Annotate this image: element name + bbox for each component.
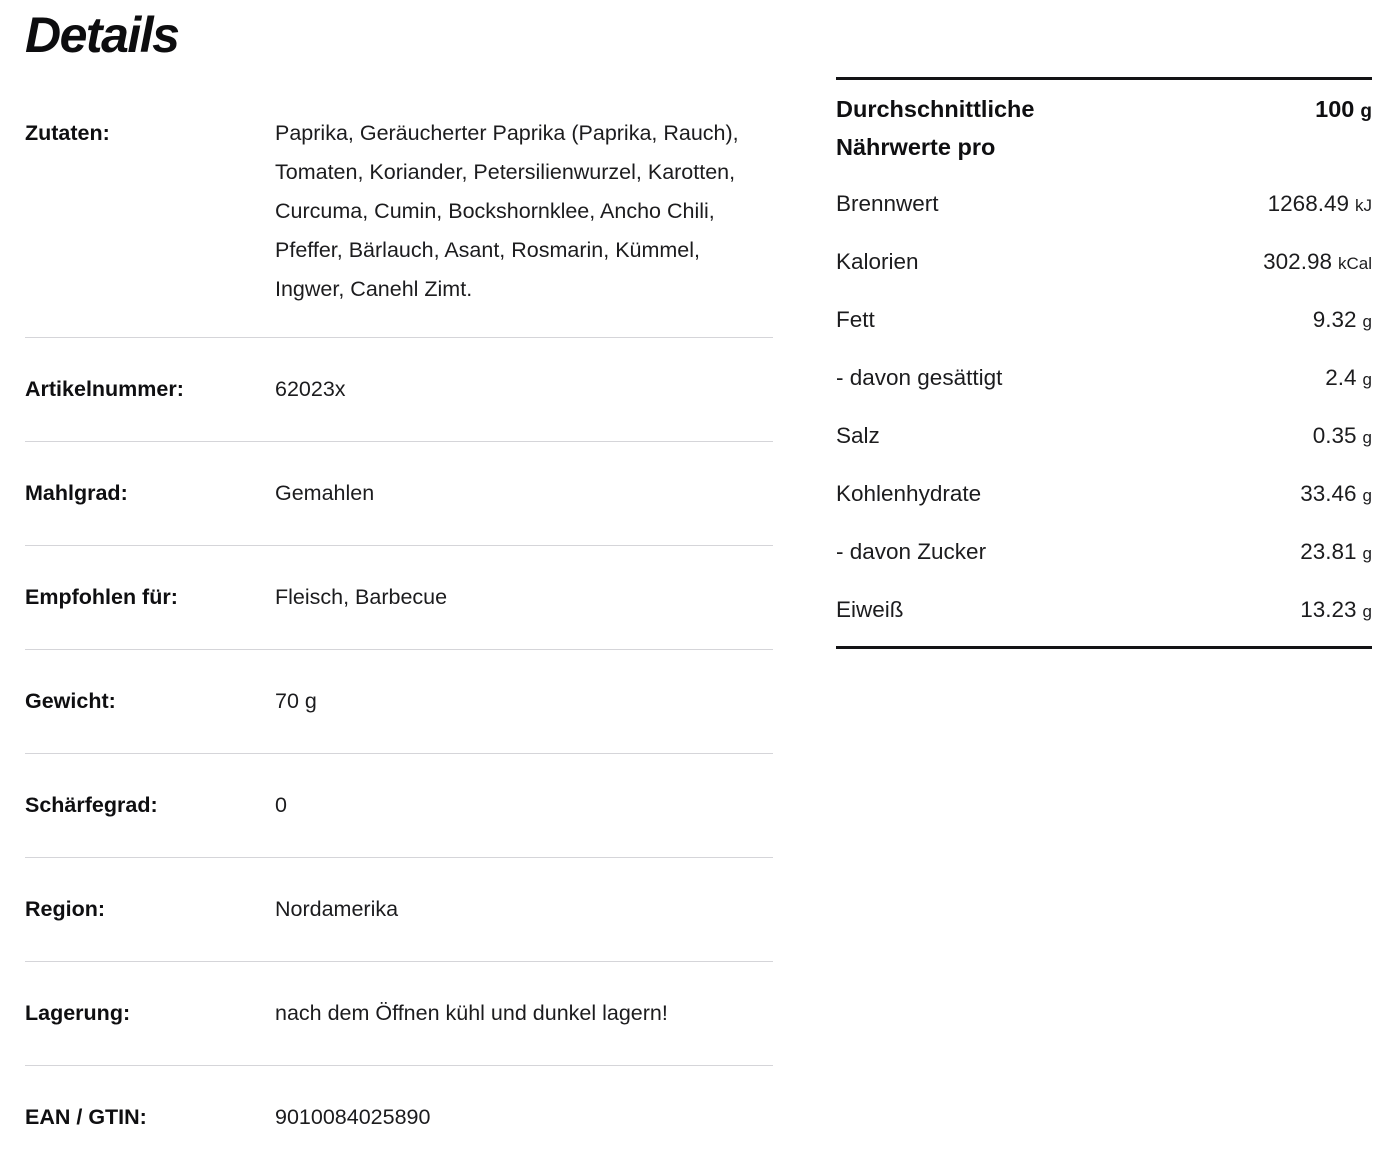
nutrition-row-amount: 302.98	[1263, 249, 1332, 274]
nutrition-row	[836, 408, 1372, 466]
nutrition-row	[836, 350, 1372, 408]
detail-label: Region:	[25, 897, 106, 921]
detail-value: Nordamerika	[275, 897, 399, 921]
nutrition-row	[836, 466, 1372, 524]
detail-value: 62023x	[275, 377, 346, 401]
nutrition-section	[836, 77, 1372, 649]
detail-row	[25, 858, 773, 962]
nutrition-row-label: Fett	[836, 307, 875, 332]
detail-row	[25, 70, 773, 338]
nutrition-row-amount: 13.23	[1300, 597, 1357, 622]
detail-row	[25, 442, 773, 546]
nutrition-row-amount: 9.32	[1312, 307, 1357, 332]
nutrition-rows	[836, 176, 1372, 640]
nutrition-header-unit: g	[1360, 101, 1372, 122]
nutrition-row-value	[1263, 247, 1372, 279]
detail-label: Artikelnummer:	[25, 377, 184, 401]
nutrition-row-amount: 1268.49	[1267, 191, 1349, 216]
nutrition-row-value	[1313, 305, 1372, 337]
nutrition-row-label: Brennwert	[836, 191, 939, 216]
detail-row	[25, 962, 773, 1066]
detail-row	[25, 546, 773, 650]
detail-value: Paprika, Geräucherter Paprika (Paprika, Rauch), Tomaten, Koriander, Petersilienwurzel, Karotten, Curcuma, Cumin, Bockshornklee, Ancho Chili, Pfeffer, Bärlauch, Asant, Rosmarin, Kümmel, Ingwer, Canehl Zimt.	[275, 121, 739, 301]
nutrition-header-amount: 100	[1315, 96, 1355, 122]
nutrition-row	[836, 582, 1372, 640]
nutrition-row-unit: g	[1362, 428, 1372, 447]
detail-value: 70 g	[275, 689, 317, 713]
nutrition-row-label: - davon Zucker	[836, 539, 987, 564]
nutrition-row	[836, 524, 1372, 582]
nutrition-row-label: Salz	[836, 423, 880, 448]
nutrition-row-amount: 33.46	[1300, 481, 1357, 506]
detail-row	[25, 338, 773, 442]
details-section	[25, 0, 773, 1169]
nutrition-row-label: Kalorien	[836, 249, 919, 274]
nutrition-row-unit: g	[1362, 486, 1372, 505]
nutrition-row-label: Eiweiß	[836, 597, 904, 622]
detail-value: Fleisch, Barbecue	[275, 585, 448, 609]
nutrition-row-value	[1300, 595, 1372, 627]
nutrition-row-unit: g	[1362, 312, 1372, 331]
detail-label: Empfohlen für:	[25, 585, 178, 609]
detail-row	[25, 754, 773, 858]
nutrition-header-label: Durchschnittliche Nährwerte pro	[836, 96, 1035, 160]
detail-value: nach dem Öffnen kühl und dunkel lagern!	[275, 1001, 668, 1025]
detail-value: 0	[275, 793, 287, 817]
nutrition-row-value	[1268, 189, 1372, 221]
nutrition-row-amount: 23.81	[1300, 539, 1357, 564]
nutrition-table	[836, 77, 1372, 649]
detail-row	[25, 1066, 773, 1169]
nutrition-row-unit: g	[1362, 602, 1372, 621]
nutrition-row	[836, 176, 1372, 234]
detail-value: Gemahlen	[275, 481, 375, 505]
nutrition-row-amount: 2.4	[1325, 365, 1357, 390]
detail-label: Mahlgrad:	[25, 481, 128, 505]
detail-label: Schärfegrad:	[25, 793, 158, 817]
details-list	[25, 70, 773, 1169]
page-title: Details	[25, 7, 179, 63]
nutrition-row-label: Kohlenhydrate	[836, 481, 982, 506]
nutrition-row-amount: 0.35	[1312, 423, 1357, 448]
nutrition-row-unit: g	[1362, 370, 1372, 389]
nutrition-row-value	[1300, 479, 1372, 511]
nutrition-row-value	[1325, 363, 1372, 395]
nutrition-header-value	[1315, 90, 1372, 131]
nutrition-row-unit: kCal	[1337, 254, 1372, 273]
nutrition-row-value	[1313, 421, 1372, 453]
nutrition-header-row	[836, 90, 1372, 166]
detail-label: Lagerung:	[25, 1001, 131, 1025]
nutrition-row	[836, 234, 1372, 292]
nutrition-row-unit: kJ	[1355, 196, 1372, 215]
nutrition-row-label: - davon gesättigt	[836, 365, 1003, 390]
nutrition-row-unit: g	[1362, 544, 1372, 563]
nutrition-row-value	[1300, 537, 1372, 569]
detail-label: Zutaten:	[25, 121, 110, 145]
detail-label: EAN / GTIN:	[25, 1105, 147, 1129]
detail-value: 9010084025890	[275, 1105, 431, 1129]
detail-row	[25, 650, 773, 754]
detail-label: Gewicht:	[25, 689, 116, 713]
nutrition-row	[836, 292, 1372, 350]
